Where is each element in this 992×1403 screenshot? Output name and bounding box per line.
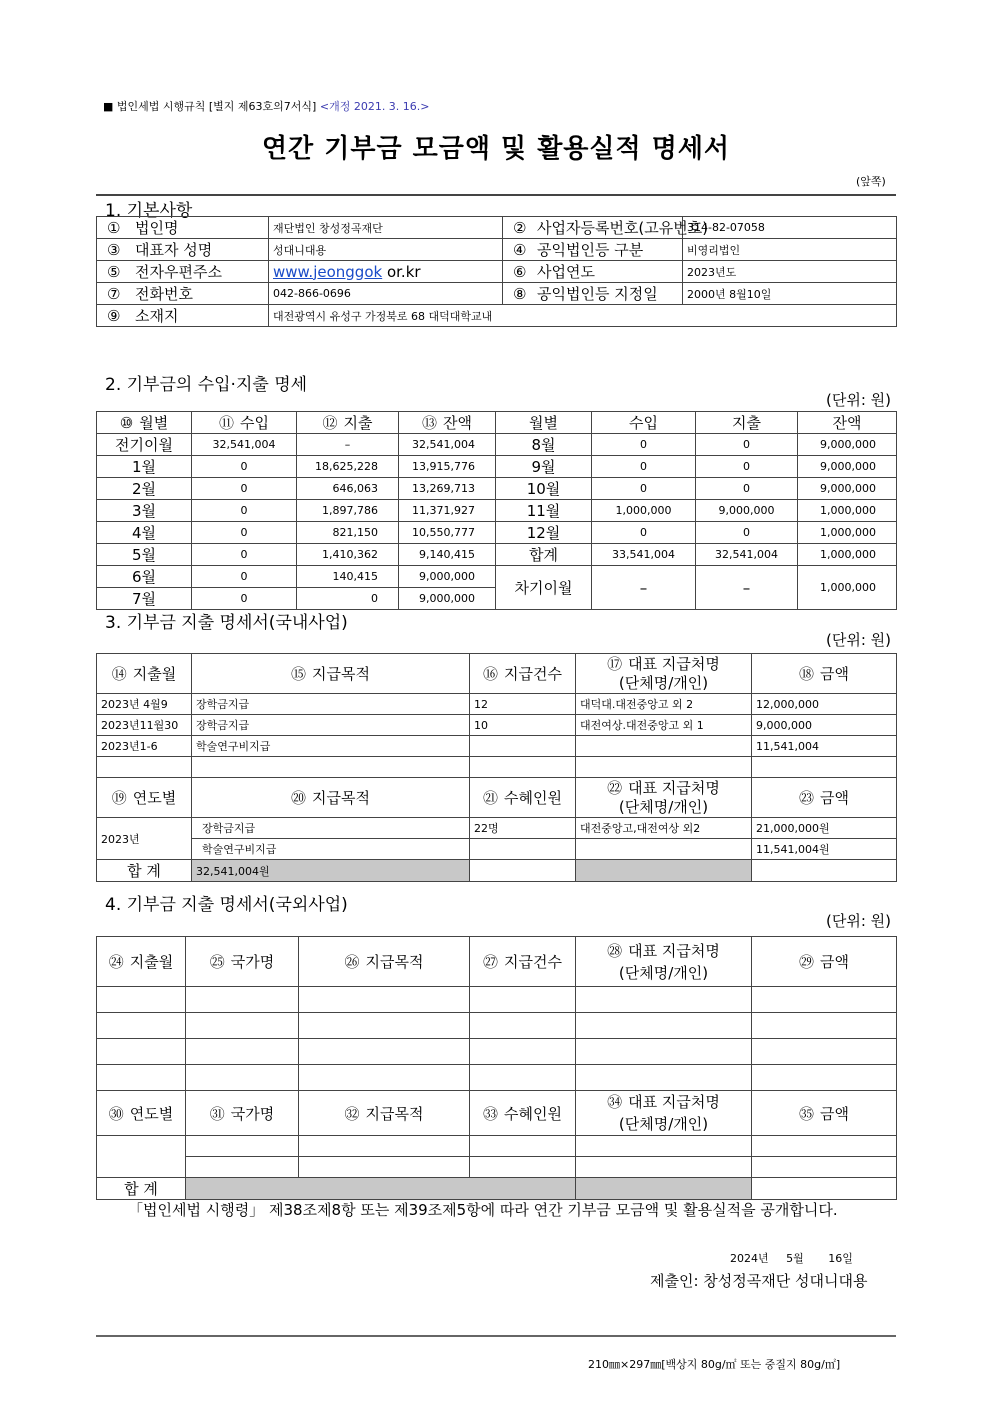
section1-heading: 1. 기본사항 xyxy=(105,201,193,221)
table-row: 학술연구비지급 11,541,004원 xyxy=(97,839,897,860)
basic-info-row: ⑨ 소재지 대전광역시 유성구 가정북로 68 대덕대학교내 xyxy=(97,305,897,327)
domestic-spending-table xyxy=(96,653,897,882)
table-row: 2023년 장학금지급 22명 대전중앙고,대전여상 외2 21,000,000원 xyxy=(97,818,897,839)
table-header: ⑲ 연도별 ⑳ 지급목적 ㉑ 수혜인원 ㉒ 대표 지급처명 (단체명/개인) ㉓ 금액 xyxy=(97,778,897,818)
basic-info-row: ⑦ 전화번호 042-866-0696 ⑧ 공익법인등 지정일 2000년 8월10일 xyxy=(97,283,897,305)
submitter: 제출인: 창성정곡재단 성대니대용 xyxy=(650,1272,868,1290)
table-row: 2023년1-6 학술연구비지급 11,541,004 xyxy=(97,736,897,757)
basic-info-row: ③ 대표자 성명 성대니대용 ④ 공익법인등 구분 비영리법인 xyxy=(97,239,897,261)
table-header: ㉚ 연도별 ㉛ 국가명 ㉜ 지급목적 ㉝ 수혜인원 ㉞ 대표 지급처명 (단체명/개인) ㉟ 금액 xyxy=(97,1091,897,1136)
section2-heading: 2. 기부금의 수입·지출 명세 xyxy=(105,375,308,395)
table-row: 6월 0 140,415 9,000,000 차기이월 – – 1,000,000 xyxy=(97,566,897,588)
submit-date: 2024년 5월 16일 xyxy=(730,1252,853,1265)
overseas-spending-table xyxy=(96,936,897,1200)
table-header: ⑭ 지출월 ⑮ 지급목적 ⑯ 지급건수 ⑰ 대표 지급처명 (단체명/개인) ⑱ 금액 xyxy=(97,654,897,694)
table-header: ⑩ 월별 ⑪ 수입 ⑫ 지출 ⑬ 잔액 월별 수입 지출 잔액 xyxy=(97,412,897,434)
amend-note: <개정 2021. 3. 16.> xyxy=(319,100,430,113)
table-row: 2월 0 646,063 13,269,713 10월 0 0 9,000,000 xyxy=(97,478,897,500)
section4-unit: (단위: 원) xyxy=(826,912,891,930)
table-row: 7월 0 0 9,000,000 xyxy=(97,588,897,610)
total-row: 합 계 xyxy=(97,1178,897,1200)
page-title: 연간 기부금 모금액 및 활용실적 명세서 xyxy=(261,134,731,164)
table-row: 전기이월 32,541,004 – 32,541,004 8월 0 0 9,000,000 xyxy=(97,434,897,456)
basic-info-table xyxy=(96,216,897,327)
table-row: 1월 0 18,625,228 13,915,776 9월 0 0 9,000,000 xyxy=(97,456,897,478)
total-row: 합 계 32,541,004원 xyxy=(97,860,897,882)
basic-info-row: ⑤ 전자우편주소 www.jeonggok or.kr ⑥ 사업연도 2023년도 xyxy=(97,261,897,283)
statement-text: 「법인세법 시행령」 제38조제8항 또는 제39조제5항에 따라 연간 기부금 모금액 및 활용실적을 공개합니다. xyxy=(128,1201,838,1219)
paper-spec: 210㎜×297㎜[백상지 80g/㎡ 또는 중질지 80g/㎡] xyxy=(588,1358,841,1371)
section3-heading: 3. 기부금 지출 명세서(국내사업) xyxy=(105,613,348,633)
table-row: 4월 0 821,150 10,550,777 12월 0 0 1,000,000 xyxy=(97,522,897,544)
side-label: (앞쪽) xyxy=(856,175,886,188)
form-reference: ■ 법인세법 시행규칙 [별지 제63호의7서식] <개정 2021. 3. 16.> xyxy=(103,100,430,113)
basic-info-row: ① 법인명 재단법인 창성정곡재단 ② 사업자등록번호(고유번호) 314-82-07058 xyxy=(97,217,897,239)
table-row: 5월 0 1,410,362 9,140,415 합계 33,541,004 32,541,004 1,000,000 xyxy=(97,544,897,566)
income-expense-table xyxy=(96,411,897,610)
section3-unit: (단위: 원) xyxy=(826,631,891,649)
section4-heading: 4. 기부금 지출 명세서(국외사업) xyxy=(105,895,348,915)
table-row: 2023년 4월9 장학금지급 12 대덕대.대전중앙고 외 2 12,000,000 xyxy=(97,694,897,715)
table-header: ㉔ 지출월 ㉕ 국가명 ㉖ 지급목적 ㉗ 지급건수 ㉘ 대표 지급처명 (단체명/개인) ㉙ 금액 xyxy=(97,937,897,987)
table-row: 2023년11월30 장학금지급 10 대전여상.대전중앙고 외 1 9,000,000 xyxy=(97,715,897,736)
table-row: 3월 0 1,897,786 11,371,927 11월 1,000,000 9,000,000 1,000,000 xyxy=(97,500,897,522)
section2-unit: (단위: 원) xyxy=(826,391,891,409)
